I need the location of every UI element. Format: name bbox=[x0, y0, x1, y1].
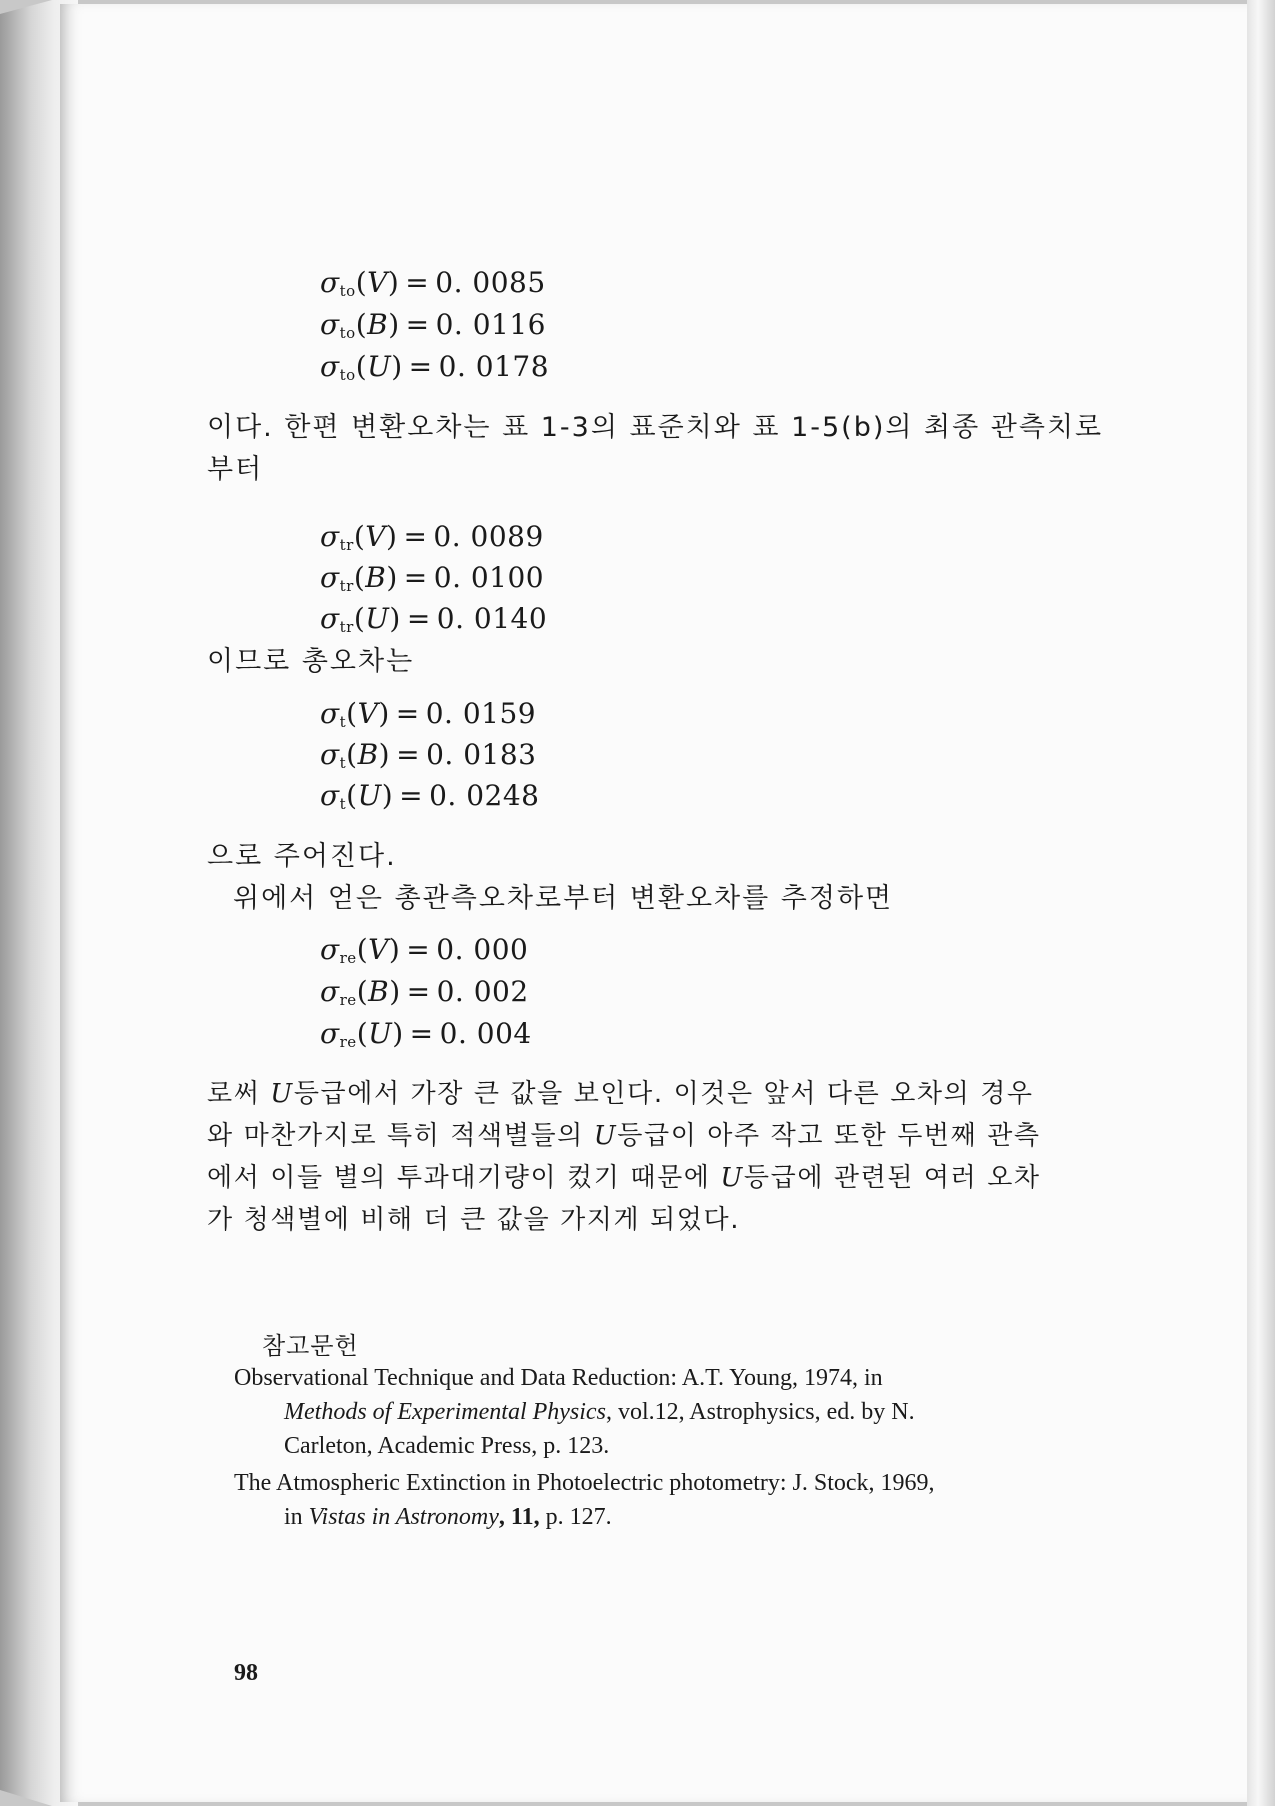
equation-sigma-tr-u: $\sigma_{tr}(U) = 0$. 0140 bbox=[320, 602, 548, 636]
page-number: 98 bbox=[234, 1660, 258, 1686]
reference-item: The Atmospheric Extinction in Photoelectric photometry: J. Stock, 1969, in Vistas in Astronomy, 11, p. 127. bbox=[234, 1470, 935, 1530]
equation-sigma-t-u: $\sigma_t(U) = 0$. 0248 bbox=[320, 779, 540, 813]
paragraph-transform-error bbox=[207, 407, 1147, 491]
paragraph-line: 부터 bbox=[207, 454, 264, 485]
paragraph-total-error bbox=[207, 641, 1147, 683]
equation-sigma-t-v: $\sigma_t(V) = 0$. 0159 bbox=[320, 697, 537, 731]
paragraph-conclusion bbox=[207, 1073, 1147, 1241]
paragraph-line: 으로 주어진다. bbox=[207, 841, 397, 872]
references-heading: 참고문헌 bbox=[262, 1332, 359, 1360]
equation-sigma-re-b: $\sigma_{re}(B) = 0$. 002 bbox=[320, 975, 529, 1009]
equation-sigma-re-v: $\sigma_{re}(V) = 0$. 000 bbox=[320, 933, 529, 967]
paragraph-estimate bbox=[207, 836, 1147, 920]
equation-sigma-re-u: $\sigma_{re}(U) = 0$. 004 bbox=[320, 1017, 532, 1051]
paragraph-line: 와 마찬가지로 특히 적색별들의 U등급이 아주 작고 또한 두번째 관측 bbox=[207, 1121, 1041, 1151]
equation-sigma-t-b: $\sigma_t(B) = 0$. 0183 bbox=[320, 738, 537, 772]
equation-sigma-to-b: $\sigma_{to}(B) = 0$. 0116 bbox=[320, 308, 546, 342]
paragraph-line: 이므로 총오차는 bbox=[207, 646, 415, 677]
paragraph-line: 로써 U등급에서 가장 큰 값을 보인다. 이것은 앞서 다른 오차의 경우 bbox=[207, 1079, 1034, 1109]
reference-item: Observational Technique and Data Reduction: A.T. Young, 1974, in Methods of Experimental Physics, vol.12, Astrophysics, ed. by N. Carleton, Academic Press, p. 123. bbox=[234, 1365, 915, 1459]
paragraph-line: 위에서 얻은 총관측오차로부터 변환오차를 추정하면 bbox=[233, 883, 894, 914]
equation-sigma-tr-v: $\sigma_{tr}(V) = 0$. 0089 bbox=[320, 520, 544, 554]
equation-sigma-to-u: $\sigma_{to}(U) = 0$. 0178 bbox=[320, 350, 550, 384]
paragraph-line: 이다. 한편 변환오차는 표 1-3의 표준치와 표 1-5(b)의 최종 관측치로 bbox=[207, 412, 1104, 443]
paragraph-line: 에서 이들 별의 투과대기량이 컸기 때문에 U등급에 관련된 여러 오차 bbox=[207, 1163, 1041, 1193]
equation-sigma-tr-b: $\sigma_{tr}(B) = 0$. 0100 bbox=[320, 561, 545, 595]
equation-sigma-to-v: $\sigma_{to}(V) = 0$. 0085 bbox=[320, 266, 546, 300]
paragraph-line: 가 청색별에 비해 더 큰 값을 가지게 되었다. bbox=[207, 1205, 741, 1235]
